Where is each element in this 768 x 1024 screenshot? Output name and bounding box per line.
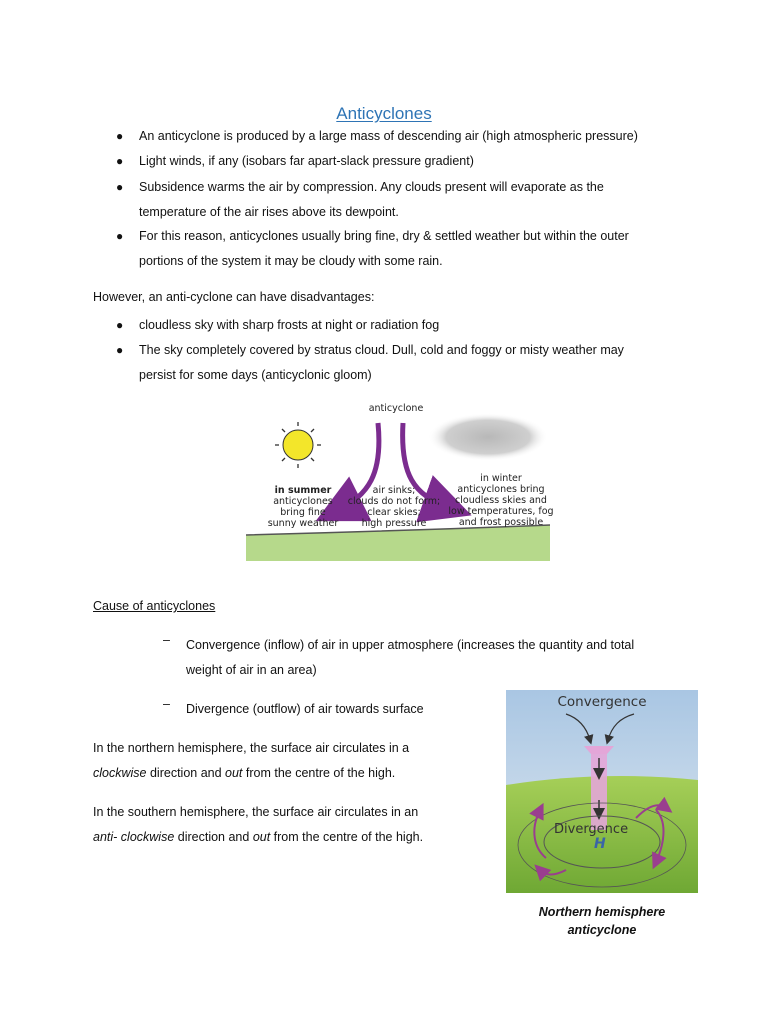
label-anticyclone: anticyclone (368, 403, 424, 414)
convergence-divergence-diagram (506, 690, 698, 893)
northern-hemisphere-paragraph: In the northern hemisphere, the surface air circulates in a clockwise direction and out from the centre of the high. (93, 741, 410, 780)
bullet-marker: ● (116, 318, 124, 332)
bullet-marker: ● (116, 180, 124, 194)
bullet-marker: ● (116, 343, 124, 357)
label-convergence: Convergence (557, 694, 647, 710)
list-item: Divergence (outflow) of air towards surface (186, 702, 424, 716)
label-divergence: Divergence (554, 822, 629, 837)
dash-marker: – (163, 697, 170, 711)
label-high-pressure: H (594, 836, 606, 852)
list-item: Light winds, if any (isobars far apart-slack pressure gradient) (139, 154, 474, 168)
sun-icon (275, 422, 321, 468)
label-winter: in winter anticyclones bring cloudless skies and low temperatures, fog and frost possible (448, 473, 554, 528)
list-item: Subsidence warms the air by compression. Any clouds present will evaporate as the temperature of the air rises above its dewpoint. (139, 180, 604, 219)
bullet-marker: ● (116, 129, 124, 143)
label-air-sinks: air sinks; clouds do not form; clear skies; high pressure (347, 485, 441, 529)
bullet-marker: ● (116, 229, 124, 243)
page-title: Anticyclones (336, 104, 432, 123)
dash-marker: – (163, 633, 170, 647)
list-item: Convergence (inflow) of air in upper atmosphere (increases the quantity and total weight of air in an area) (186, 638, 635, 677)
cloud-icon (428, 413, 548, 461)
anticyclone-diagram (238, 395, 554, 565)
list-item: For this reason, anticyclones usually bring fine, dry & settled weather but within the outer portions of the system it may be cloudy with some rain. (139, 229, 629, 268)
list-item: cloudless sky with sharp frosts at night or radiation fog (139, 318, 440, 332)
section-heading-causes: Cause of anticyclones (93, 599, 216, 613)
list-item: An anticyclone is produced by a large mass of descending air (high atmospheric pressure) (139, 129, 638, 143)
label-summer: in summer anticyclones bring fine sunny weather (267, 485, 339, 529)
southern-hemisphere-paragraph: In the southern hemisphere, the surface air circulates in an anti- clockwise direction and out from the centre of the high. (93, 805, 424, 844)
convergence-graphic (506, 690, 698, 893)
diagram-caption: Northern hemisphere anticyclone (538, 905, 666, 937)
list-item: The sky completely covered by stratus cloud. Dull, cold and foggy or misty weather may persist for some days (anticyclonic gloom) (139, 343, 624, 382)
disadvantages-intro: However, an anti-cyclone can have disadvantages: (93, 290, 375, 304)
bullet-marker: ● (116, 154, 124, 168)
